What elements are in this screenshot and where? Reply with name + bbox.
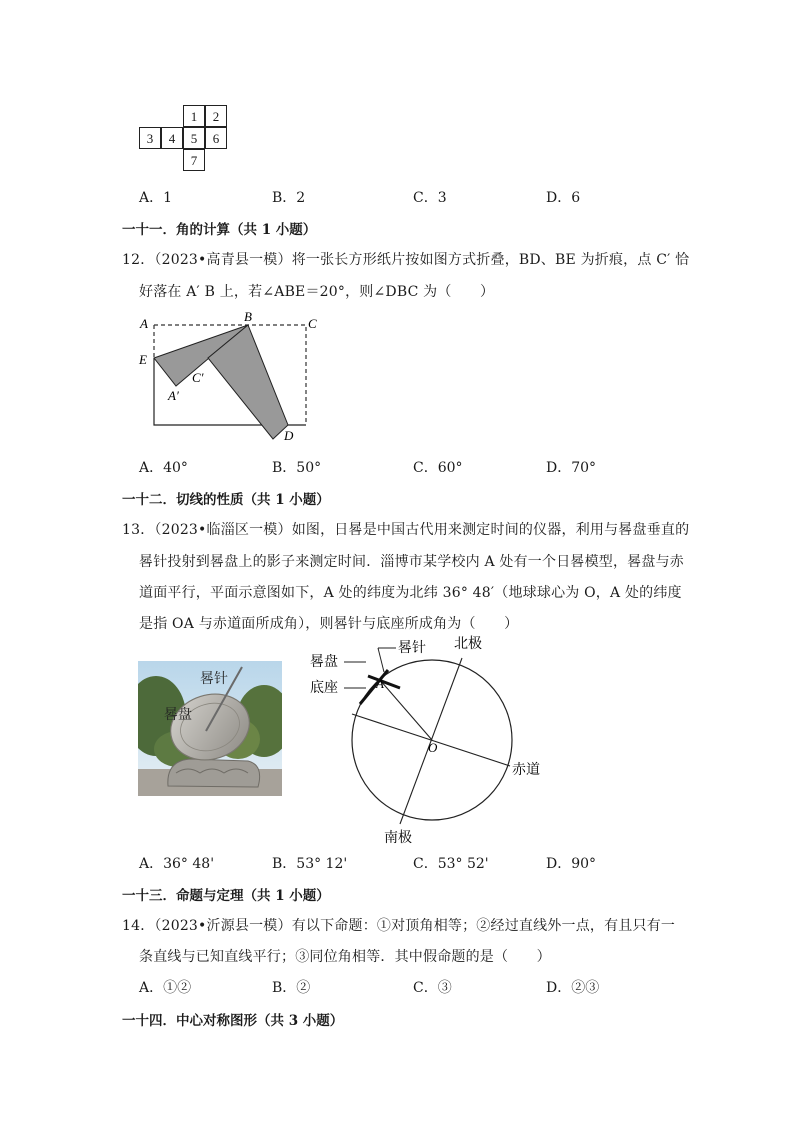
option-c: C．60° bbox=[413, 460, 463, 476]
net-cell: 7 bbox=[183, 149, 205, 171]
label-c: C bbox=[308, 316, 317, 331]
option-d: D．90° bbox=[546, 856, 597, 872]
option-d: D．②③ bbox=[546, 980, 600, 996]
folding-figure bbox=[130, 306, 330, 446]
option-a: A．40° bbox=[139, 460, 188, 476]
option-c: C．3 bbox=[413, 190, 447, 206]
question-text: 是指 OA 与赤道面所成角），则晷针与底座所成角为（ ） bbox=[139, 616, 519, 632]
net-cell: 4 bbox=[161, 127, 183, 149]
diagram-label-needle: 晷针 bbox=[398, 641, 426, 656]
photo-label-dial: 晷盘 bbox=[164, 708, 192, 723]
option-a: A．1 bbox=[139, 190, 173, 206]
diagram-label-o: O bbox=[428, 740, 438, 755]
question-text: 14．（2023•沂源县一模）有以下命题：①对顶角相等；②经过直线外一点，有且只有一 bbox=[122, 918, 676, 934]
option-b: B．② bbox=[272, 980, 311, 996]
option-a: A．36° 48' bbox=[139, 856, 215, 872]
label-a: A bbox=[140, 316, 148, 331]
question-text: 晷针投射到晷盘上的影子来测定时间．淄博市某学校内 A 处有一个日晷模型，晷盘与赤 bbox=[139, 554, 685, 570]
section-heading: 一十一．角的计算（共 1 小题） bbox=[122, 222, 317, 238]
question-text: 12．（2023•高青县一模）将一张长方形纸片按如图方式折叠，BD、BE 为折痕，点 C′ 恰 bbox=[122, 252, 690, 268]
net-cell: 6 bbox=[205, 127, 227, 149]
option-a: A．①② bbox=[139, 980, 192, 996]
section-heading: 一十二．切线的性质（共 1 小题） bbox=[122, 492, 330, 508]
label-a-prime: A′ bbox=[168, 388, 179, 403]
section-heading: 一十四．中心对称图形（共 3 小题） bbox=[122, 1013, 344, 1029]
section-heading: 一十三．命题与定理（共 1 小题） bbox=[122, 888, 330, 904]
option-d: D．70° bbox=[546, 460, 597, 476]
net-cell: 1 bbox=[183, 105, 205, 127]
option-d: D．6 bbox=[546, 190, 581, 206]
question-text: 13．（2023•临淄区一模）如图，日晷是中国古代用来测定时间的仪器，利用与晷盘垂直的 bbox=[122, 522, 690, 538]
diagram-label-south: 南极 bbox=[384, 831, 412, 846]
option-b: B．2 bbox=[272, 190, 306, 206]
diagram-label-a: A bbox=[376, 676, 384, 691]
net-cell: 3 bbox=[139, 127, 161, 149]
label-e: E bbox=[139, 352, 147, 367]
question-text: 好落在 A′ B 上，若∠ABE＝20°，则∠DBC 为（ ） bbox=[139, 284, 495, 300]
diagram-label-equator: 赤道 bbox=[512, 763, 540, 778]
sundial-photo bbox=[138, 661, 282, 796]
question-text: 条直线与已知直线平行；③同位角相等．其中假命题的是（ ） bbox=[139, 949, 551, 965]
option-c: C．③ bbox=[413, 980, 452, 996]
label-d: D bbox=[284, 428, 294, 443]
net-cell: 2 bbox=[205, 105, 227, 127]
label-b: B bbox=[244, 309, 252, 324]
option-b: B．53° 12' bbox=[272, 856, 348, 872]
diagram-label-base: 底座 bbox=[310, 681, 338, 696]
diagram-label-dial: 晷盘 bbox=[310, 655, 338, 670]
diagram-label-north: 北极 bbox=[454, 637, 482, 652]
globe-diagram bbox=[300, 628, 560, 850]
photo-label-needle: 晷针 bbox=[200, 672, 228, 687]
option-c: C．53° 52' bbox=[413, 856, 489, 872]
net-cell: 5 bbox=[183, 127, 205, 149]
question-text: 道面平行，平面示意图如下，A 处的纬度为北纬 36° 48′（地球球心为 O，A 处的纬度 bbox=[139, 585, 682, 601]
option-b: B．50° bbox=[272, 460, 322, 476]
label-c-prime: C′ bbox=[192, 370, 204, 385]
